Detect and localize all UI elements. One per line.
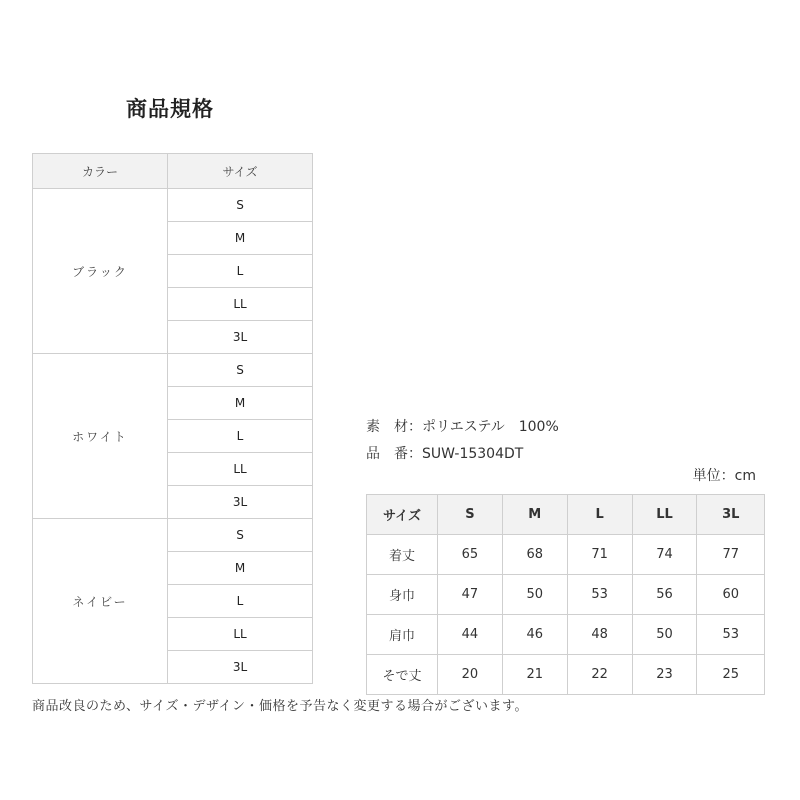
color-table-header-row bbox=[33, 154, 313, 189]
table-cell: 53 bbox=[567, 575, 632, 615]
size-cell: 3L bbox=[168, 651, 313, 684]
size-cell: S bbox=[168, 354, 313, 387]
table-row bbox=[33, 519, 313, 552]
size-table-header: L bbox=[567, 495, 632, 535]
size-cell: S bbox=[168, 519, 313, 552]
product-info bbox=[366, 414, 559, 468]
table-cell: 47 bbox=[438, 575, 503, 615]
size-table-header-row bbox=[367, 495, 765, 535]
row-label: 身巾 bbox=[367, 575, 438, 615]
table-cell: 23 bbox=[632, 655, 697, 695]
table-row bbox=[33, 354, 313, 387]
row-label: 着丈 bbox=[367, 535, 438, 575]
size-cell: L bbox=[168, 255, 313, 288]
table-cell: 68 bbox=[502, 535, 567, 575]
unit-label: 単位：cm bbox=[692, 468, 756, 484]
size-measurement-table bbox=[366, 494, 765, 695]
table-cell: 25 bbox=[697, 655, 765, 695]
size-table-header: S bbox=[438, 495, 503, 535]
row-label: そで丈 bbox=[367, 655, 438, 695]
size-cell: LL bbox=[168, 453, 313, 486]
size-cell: 3L bbox=[168, 321, 313, 354]
table-cell: 56 bbox=[632, 575, 697, 615]
size-cell: M bbox=[168, 387, 313, 420]
table-cell: 50 bbox=[632, 615, 697, 655]
table-cell: 46 bbox=[502, 615, 567, 655]
table-cell: 65 bbox=[438, 535, 503, 575]
color-header: カラー bbox=[33, 154, 168, 189]
table-cell: 44 bbox=[438, 615, 503, 655]
product-number-line: 品 番：SUW-15304DT bbox=[366, 446, 524, 462]
size-cell: LL bbox=[168, 288, 313, 321]
table-row bbox=[33, 189, 313, 222]
color-cell-white: ホワイト bbox=[33, 354, 168, 519]
table-cell: 48 bbox=[567, 615, 632, 655]
table-cell: 74 bbox=[632, 535, 697, 575]
size-cell: M bbox=[168, 222, 313, 255]
table-cell: 60 bbox=[697, 575, 765, 615]
size-table-header: サイズ bbox=[367, 495, 438, 535]
material-line: 素 材：ポリエステル 100% bbox=[366, 419, 559, 435]
table-row bbox=[367, 655, 765, 695]
table-cell: 22 bbox=[567, 655, 632, 695]
disclaimer-note: 商品改良のため、サイズ・デザイン・価格を予告なく変更する場合がございます。 bbox=[32, 699, 528, 714]
table-cell: 53 bbox=[697, 615, 765, 655]
table-row bbox=[367, 575, 765, 615]
size-table-header: 3L bbox=[697, 495, 765, 535]
size-cell: 3L bbox=[168, 486, 313, 519]
size-table-header: LL bbox=[632, 495, 697, 535]
table-cell: 71 bbox=[567, 535, 632, 575]
table-cell: 20 bbox=[438, 655, 503, 695]
size-cell: LL bbox=[168, 618, 313, 651]
size-table-header: M bbox=[502, 495, 567, 535]
table-cell: 50 bbox=[502, 575, 567, 615]
size-cell: L bbox=[168, 585, 313, 618]
table-cell: 21 bbox=[502, 655, 567, 695]
color-size-table bbox=[32, 153, 313, 684]
table-row bbox=[367, 615, 765, 655]
color-cell-black: ブラック bbox=[33, 189, 168, 354]
size-cell: L bbox=[168, 420, 313, 453]
size-cell: M bbox=[168, 552, 313, 585]
page-title: 商品規格 bbox=[126, 97, 214, 121]
size-cell: S bbox=[168, 189, 313, 222]
table-row bbox=[367, 535, 765, 575]
row-label: 肩巾 bbox=[367, 615, 438, 655]
table-cell: 77 bbox=[697, 535, 765, 575]
color-cell-navy: ネイビー bbox=[33, 519, 168, 684]
size-header: サイズ bbox=[168, 154, 313, 189]
